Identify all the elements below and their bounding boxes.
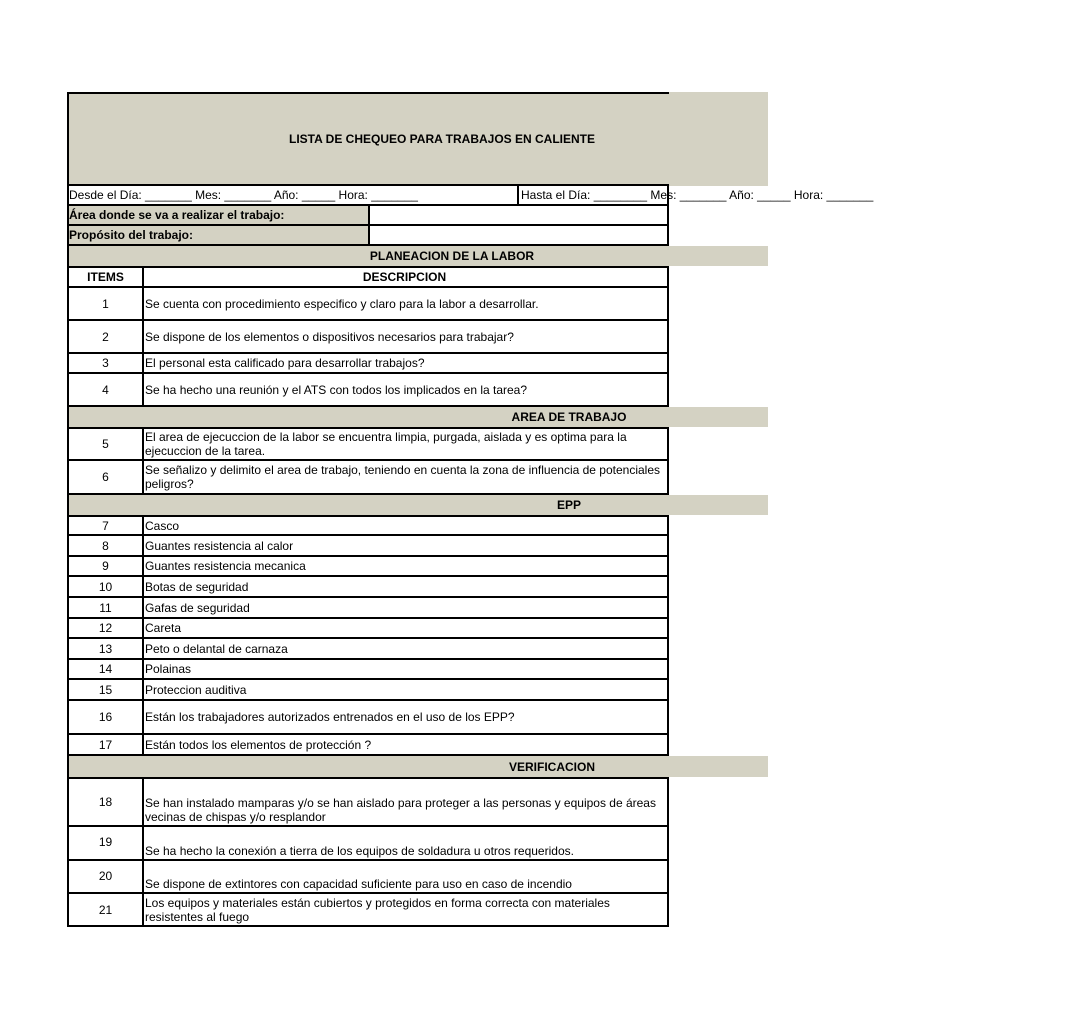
desde-field[interactable]: Desde el Día: _______ Mes: _______ Año: _____ Hora: _______: [67, 186, 519, 206]
table-row: [67, 639, 768, 660]
proposito-label: Propósito del trabajo:: [67, 226, 370, 246]
section-title: EPP: [556, 498, 581, 512]
item-description: Botas de seguridad: [144, 577, 669, 598]
item-number: 14: [67, 660, 144, 680]
item-description: Los equipos y materiales están cubiertos y protegidos en forma correcta con materiales resistentes al fuego: [144, 894, 669, 927]
item-number: 11: [67, 598, 144, 619]
item-number: 16: [67, 701, 144, 735]
table-row: [67, 427, 768, 461]
area-row: [67, 206, 768, 226]
item-description: El personal esta calificado para desarrollar trabajos?: [144, 354, 669, 374]
table-row: [67, 536, 768, 557]
area-label: Área donde se va a realizar el trabajo:: [67, 206, 370, 226]
item-description: Están los trabajadores autorizados entrenados en el uso de los EPP?: [144, 701, 669, 735]
header-descripcion: DESCRIPCION: [142, 266, 669, 288]
section-epp: [67, 495, 768, 515]
table-row: [67, 598, 768, 619]
table-row: [67, 861, 768, 894]
item-number: 17: [67, 735, 144, 756]
item-number: 1: [67, 288, 144, 321]
section-title: PLANEACION DE LA LABOR: [369, 249, 535, 263]
item-description: Guantes resistencia al calor: [144, 536, 669, 557]
section-title: AREA DE TRABAJO: [511, 410, 627, 424]
section-planeacion: [67, 246, 768, 266]
item-number: 5: [67, 427, 144, 461]
item-description: Se dispone de los elementos o dispositivos necesarios para trabajar?: [144, 321, 669, 354]
item-description: Se cuenta con procedimiento especifico y claro para la labor a desarrollar.: [144, 288, 669, 321]
table-row: [67, 894, 768, 927]
table-row: [67, 515, 768, 536]
table-row: [67, 680, 768, 701]
item-description: Están todos los elementos de protección ?: [144, 735, 669, 756]
item-description: El area de ejecuccion de la labor se encuentra limpia, purgada, aislada y es optima para la ejecuccion de la tarea.: [144, 427, 669, 461]
item-description: Polainas: [144, 660, 669, 680]
document-title: LISTA DE CHEQUEO PARA TRABAJOS EN CALIENTE: [288, 132, 596, 146]
item-number: 9: [67, 557, 144, 577]
item-number: 12: [67, 619, 144, 639]
item-number: 13: [67, 639, 144, 660]
item-description: Peto o delantal de carnaza: [144, 639, 669, 660]
item-number: 6: [67, 461, 144, 495]
item-description: Se dispone de extintores con capacidad suficiente para uso en caso de incendio: [144, 861, 669, 894]
title-block: [67, 92, 768, 186]
item-description: Se señalizo y delimito el area de trabajo, teniendo en cuenta la zona de influencia de potenciales peligros?: [144, 461, 669, 495]
section-title: VERIFICACION: [508, 759, 595, 774]
item-description: Gafas de seguridad: [144, 598, 669, 619]
proposito-row: [67, 226, 768, 246]
area-input[interactable]: [370, 206, 669, 226]
item-number: 10: [67, 577, 144, 598]
hasta-field[interactable]: Hasta el Día: ________ Mes: _______ Año: _____ Hora: _______: [519, 186, 669, 206]
item-number: 19: [67, 827, 144, 861]
section-verificacion: [67, 756, 768, 777]
item-description: Casco: [144, 515, 669, 536]
header-row: [67, 266, 768, 288]
table-row: [67, 660, 768, 680]
table-row: [67, 701, 768, 735]
item-description: Se han instalado mamparas y/o se han aislado para proteger a las personas y equipos de áreas vecinas de chispas y/o resplandor: [144, 777, 669, 827]
section-area-trabajo: [67, 407, 768, 427]
item-description: Guantes resistencia mecanica: [144, 557, 669, 577]
table-row: [67, 619, 768, 639]
item-number: 21: [67, 894, 144, 927]
item-number: 18: [67, 777, 144, 827]
item-number: 7: [67, 515, 144, 536]
table-row: [67, 321, 768, 354]
table-row: [67, 288, 768, 321]
table-row: [67, 577, 768, 598]
item-description: Proteccion auditiva: [144, 680, 669, 701]
proposito-input[interactable]: [370, 226, 669, 246]
table-row: [67, 735, 768, 756]
item-number: 2: [67, 321, 144, 354]
item-description: Se ha hecho la conexión a tierra de los equipos de soldadura u otros requeridos.: [144, 827, 669, 861]
table-row: [67, 557, 768, 577]
table-row: [67, 827, 768, 861]
table-row: [67, 777, 768, 827]
item-number: 20: [67, 861, 144, 894]
item-description: Careta: [144, 619, 669, 639]
item-number: 15: [67, 680, 144, 701]
table-row: [67, 354, 768, 374]
table-row: [67, 461, 768, 495]
item-number: 3: [67, 354, 144, 374]
item-number: 8: [67, 536, 144, 557]
header-items: ITEMS: [67, 266, 144, 288]
table-row: [67, 374, 768, 407]
item-number: 4: [67, 374, 144, 407]
item-description: Se ha hecho una reunión y el ATS con todos los implicados en la tarea?: [144, 374, 669, 407]
date-row: [67, 186, 874, 206]
